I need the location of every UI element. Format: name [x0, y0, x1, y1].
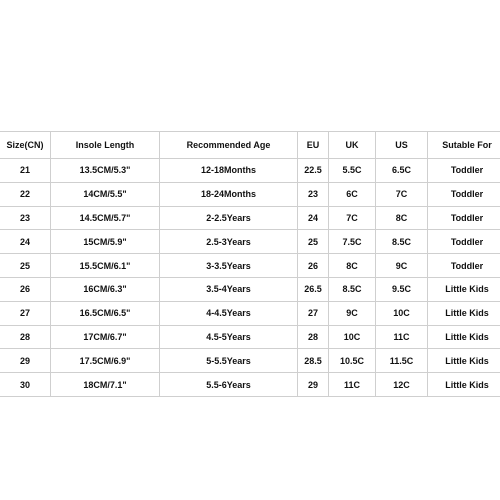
cell-uk: 7.5C [329, 230, 376, 254]
cell-recommended-age: 4-4.5Years [160, 301, 298, 325]
cell-size-cn: 25 [0, 254, 51, 278]
cell-uk: 8.5C [329, 277, 376, 301]
cell-recommended-age: 18-24Months [160, 182, 298, 206]
cell-uk: 9C [329, 301, 376, 325]
header-recommended-age: Recommended Age [160, 132, 298, 159]
cell-eu: 28 [298, 325, 329, 349]
header-insole-length: Insole Length [51, 132, 160, 159]
table-row [0, 325, 500, 349]
cell-uk: 5.5C [329, 159, 376, 183]
cell-sutable-for: Toddler [428, 159, 500, 183]
cell-us: 9C [376, 254, 428, 278]
cell-eu: 22.5 [298, 159, 329, 183]
cell-uk: 8C [329, 254, 376, 278]
cell-uk: 11C [329, 373, 376, 397]
table-row [0, 301, 500, 325]
cell-insole-length: 16.5CM/6.5" [51, 301, 160, 325]
cell-sutable-for: Little Kids [428, 325, 500, 349]
cell-recommended-age: 4.5-5Years [160, 325, 298, 349]
cell-size-cn: 23 [0, 206, 51, 230]
cell-recommended-age: 2.5-3Years [160, 230, 298, 254]
cell-uk: 6C [329, 182, 376, 206]
cell-eu: 27 [298, 301, 329, 325]
cell-insole-length: 17CM/6.7" [51, 325, 160, 349]
header-us: US [376, 132, 428, 159]
cell-eu: 26.5 [298, 277, 329, 301]
cell-us: 12C [376, 373, 428, 397]
cell-us: 9.5C [376, 277, 428, 301]
cell-recommended-age: 5.5-6Years [160, 373, 298, 397]
cell-sutable-for: Little Kids [428, 373, 500, 397]
table-row [0, 182, 500, 206]
cell-sutable-for: Toddler [428, 182, 500, 206]
cell-sutable-for: Little Kids [428, 301, 500, 325]
cell-size-cn: 21 [0, 159, 51, 183]
size-chart-header [0, 132, 500, 159]
cell-insole-length: 14CM/5.5" [51, 182, 160, 206]
cell-eu: 28.5 [298, 349, 329, 373]
cell-us: 11.5C [376, 349, 428, 373]
cell-recommended-age: 2-2.5Years [160, 206, 298, 230]
cell-uk: 10C [329, 325, 376, 349]
header-eu: EU [298, 132, 329, 159]
cell-us: 11C [376, 325, 428, 349]
header-uk: UK [329, 132, 376, 159]
table-row [0, 254, 500, 278]
cell-size-cn: 24 [0, 230, 51, 254]
header-row [0, 132, 500, 159]
cell-insole-length: 15CM/5.9" [51, 230, 160, 254]
cell-eu: 29 [298, 373, 329, 397]
cell-sutable-for: Toddler [428, 254, 500, 278]
cell-size-cn: 29 [0, 349, 51, 373]
table-row [0, 277, 500, 301]
cell-us: 7C [376, 182, 428, 206]
cell-size-cn: 27 [0, 301, 51, 325]
size-chart-table [0, 131, 500, 397]
table-row [0, 206, 500, 230]
cell-size-cn: 30 [0, 373, 51, 397]
table-row [0, 230, 500, 254]
cell-uk: 10.5C [329, 349, 376, 373]
cell-insole-length: 13.5CM/5.3" [51, 159, 160, 183]
cell-recommended-age: 3.5-4Years [160, 277, 298, 301]
cell-sutable-for: Little Kids [428, 277, 500, 301]
cell-insole-length: 18CM/7.1" [51, 373, 160, 397]
cell-us: 8.5C [376, 230, 428, 254]
cell-eu: 25 [298, 230, 329, 254]
header-size-cn: Size(CN) [0, 132, 51, 159]
cell-insole-length: 16CM/6.3" [51, 277, 160, 301]
cell-insole-length: 14.5CM/5.7" [51, 206, 160, 230]
cell-uk: 7C [329, 206, 376, 230]
cell-recommended-age: 5-5.5Years [160, 349, 298, 373]
size-chart-body [0, 159, 500, 397]
cell-eu: 24 [298, 206, 329, 230]
header-sutable-for: Sutable For [428, 132, 500, 159]
cell-sutable-for: Toddler [428, 230, 500, 254]
cell-insole-length: 15.5CM/6.1" [51, 254, 160, 278]
cell-size-cn: 26 [0, 277, 51, 301]
table-row [0, 373, 500, 397]
table-row [0, 349, 500, 373]
table-row [0, 159, 500, 183]
cell-size-cn: 22 [0, 182, 51, 206]
cell-insole-length: 17.5CM/6.9" [51, 349, 160, 373]
cell-eu: 26 [298, 254, 329, 278]
cell-size-cn: 28 [0, 325, 51, 349]
cell-us: 8C [376, 206, 428, 230]
cell-sutable-for: Little Kids [428, 349, 500, 373]
cell-us: 10C [376, 301, 428, 325]
cell-sutable-for: Toddler [428, 206, 500, 230]
cell-recommended-age: 12-18Months [160, 159, 298, 183]
cell-us: 6.5C [376, 159, 428, 183]
cell-eu: 23 [298, 182, 329, 206]
cell-recommended-age: 3-3.5Years [160, 254, 298, 278]
